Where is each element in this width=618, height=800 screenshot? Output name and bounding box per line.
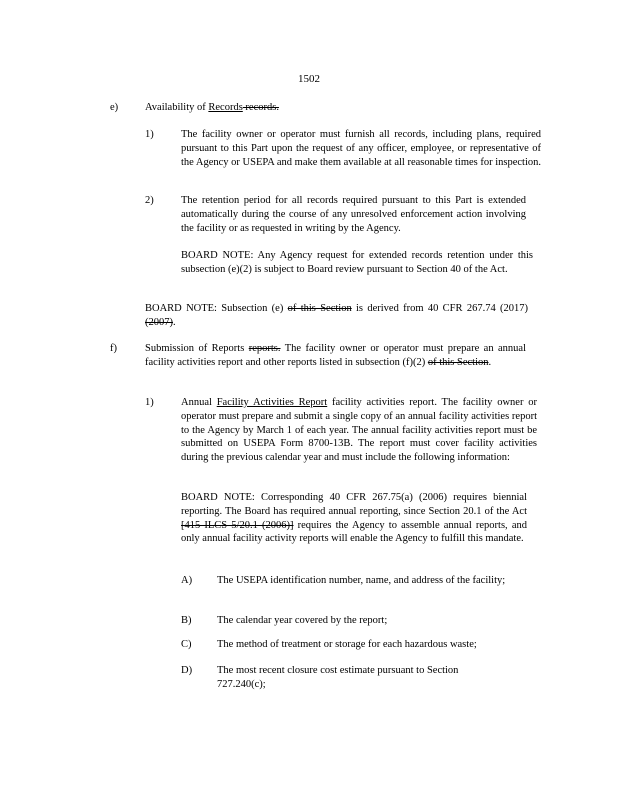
board-note-e2: BOARD NOTE: Any Agency request for extended records retention under this subsection (e)(2) is subject to Board review pursuant to Section 40 of the Act. — [181, 250, 533, 275]
heading-prefix: Availability of — [145, 102, 209, 113]
note3-deleted-citation: [415 ILCS 5/20.1 (2006)] — [181, 519, 294, 531]
note-deleted-text-2: (2007) — [145, 316, 173, 328]
heading-inserted-text: Records — [208, 102, 243, 113]
note-deleted-text-1: of this Section — [287, 303, 352, 314]
item-text-1: Annual — [181, 397, 217, 408]
page-number: 1502 — [298, 73, 320, 85]
subitem-d-text: The most recent closure cost estimate pursuant to Section 727.240(c); — [217, 665, 459, 690]
subitem-c-label: C) — [181, 639, 192, 650]
subitem-a-text: The USEPA identification number, name, and address of the facility; — [217, 575, 506, 586]
subitem-d-label: D) — [181, 665, 193, 676]
board-note-f1 — [181, 491, 527, 546]
subsection-f-label: f) — [110, 343, 117, 354]
para-text-3: . — [488, 356, 492, 368]
item-inserted-text: Facility Activities Report — [216, 397, 328, 408]
note-text-3: . — [173, 316, 176, 328]
subitem-a-label: A) — [181, 575, 193, 586]
note3-text-1: BOARD NOTE: Corresponding 40 CFR 267.75(a) (2006) requires biennial reporting. The Board has required annual reporting, since Section 20.1 of the Act — [181, 492, 527, 517]
item-e2-text: The retention period for all records required pursuant to this Part is extended automatically during the course of any unresolved enforcement action involving the facility or as requested in writing by the Agency. — [181, 195, 526, 234]
subsection-e-label: e) — [110, 102, 119, 113]
para-deleted-text-2: of this Section — [427, 356, 489, 368]
note-text-1: BOARD NOTE: Subsection (e) — [145, 303, 288, 314]
subitem-c-text: The method of treatment or storage for each hazardous waste; — [217, 639, 477, 650]
subsection-f-paragraph — [145, 342, 526, 370]
subitem-b-label: B) — [181, 615, 192, 626]
item-f1-text — [181, 396, 537, 465]
item-f1-label: 1) — [145, 397, 154, 408]
heading-deleted-text: records. — [242, 102, 279, 113]
para-text-1: Submission of Reports — [145, 343, 249, 354]
board-note-subsection-e — [145, 302, 528, 330]
item-e1-text: The facility owner or operator must furnish all records, including plans, required pursuant to this Part upon the request of any officer, employee, or representative of the Agency or USEPA and make them available at all reasonable times for inspection. — [181, 129, 542, 168]
note3-text-2: requires the Agency to assemble annual reports, and only annual facility activity reports will enable the Agency to fulfill this mandate. — [181, 519, 527, 545]
para-text-2: The facility owner or operator must prepare an annual facility activities report and other reports listed in subsection (f)(2) — [145, 343, 526, 368]
subsection-e-heading — [145, 101, 525, 115]
subitem-b-text: The calendar year covered by the report; — [217, 615, 388, 626]
item-e2-label: 2) — [145, 195, 154, 206]
note-text-2: is derived from 40 CFR 267.74 (2017) — [351, 303, 528, 314]
item-text-2: facility activities report. The facility owner or operator must prepare and submit a single copy of an annual facility activities report to the Agency by March 1 of each year. The annual facility activities report must be submitted on USEPA Form 8700-13B. The report must cover facility activities during the previous calendar year and must include the following information: — [181, 397, 537, 464]
item-e1-label: 1) — [145, 129, 154, 140]
para-deleted-text-1: reports. — [248, 343, 281, 354]
